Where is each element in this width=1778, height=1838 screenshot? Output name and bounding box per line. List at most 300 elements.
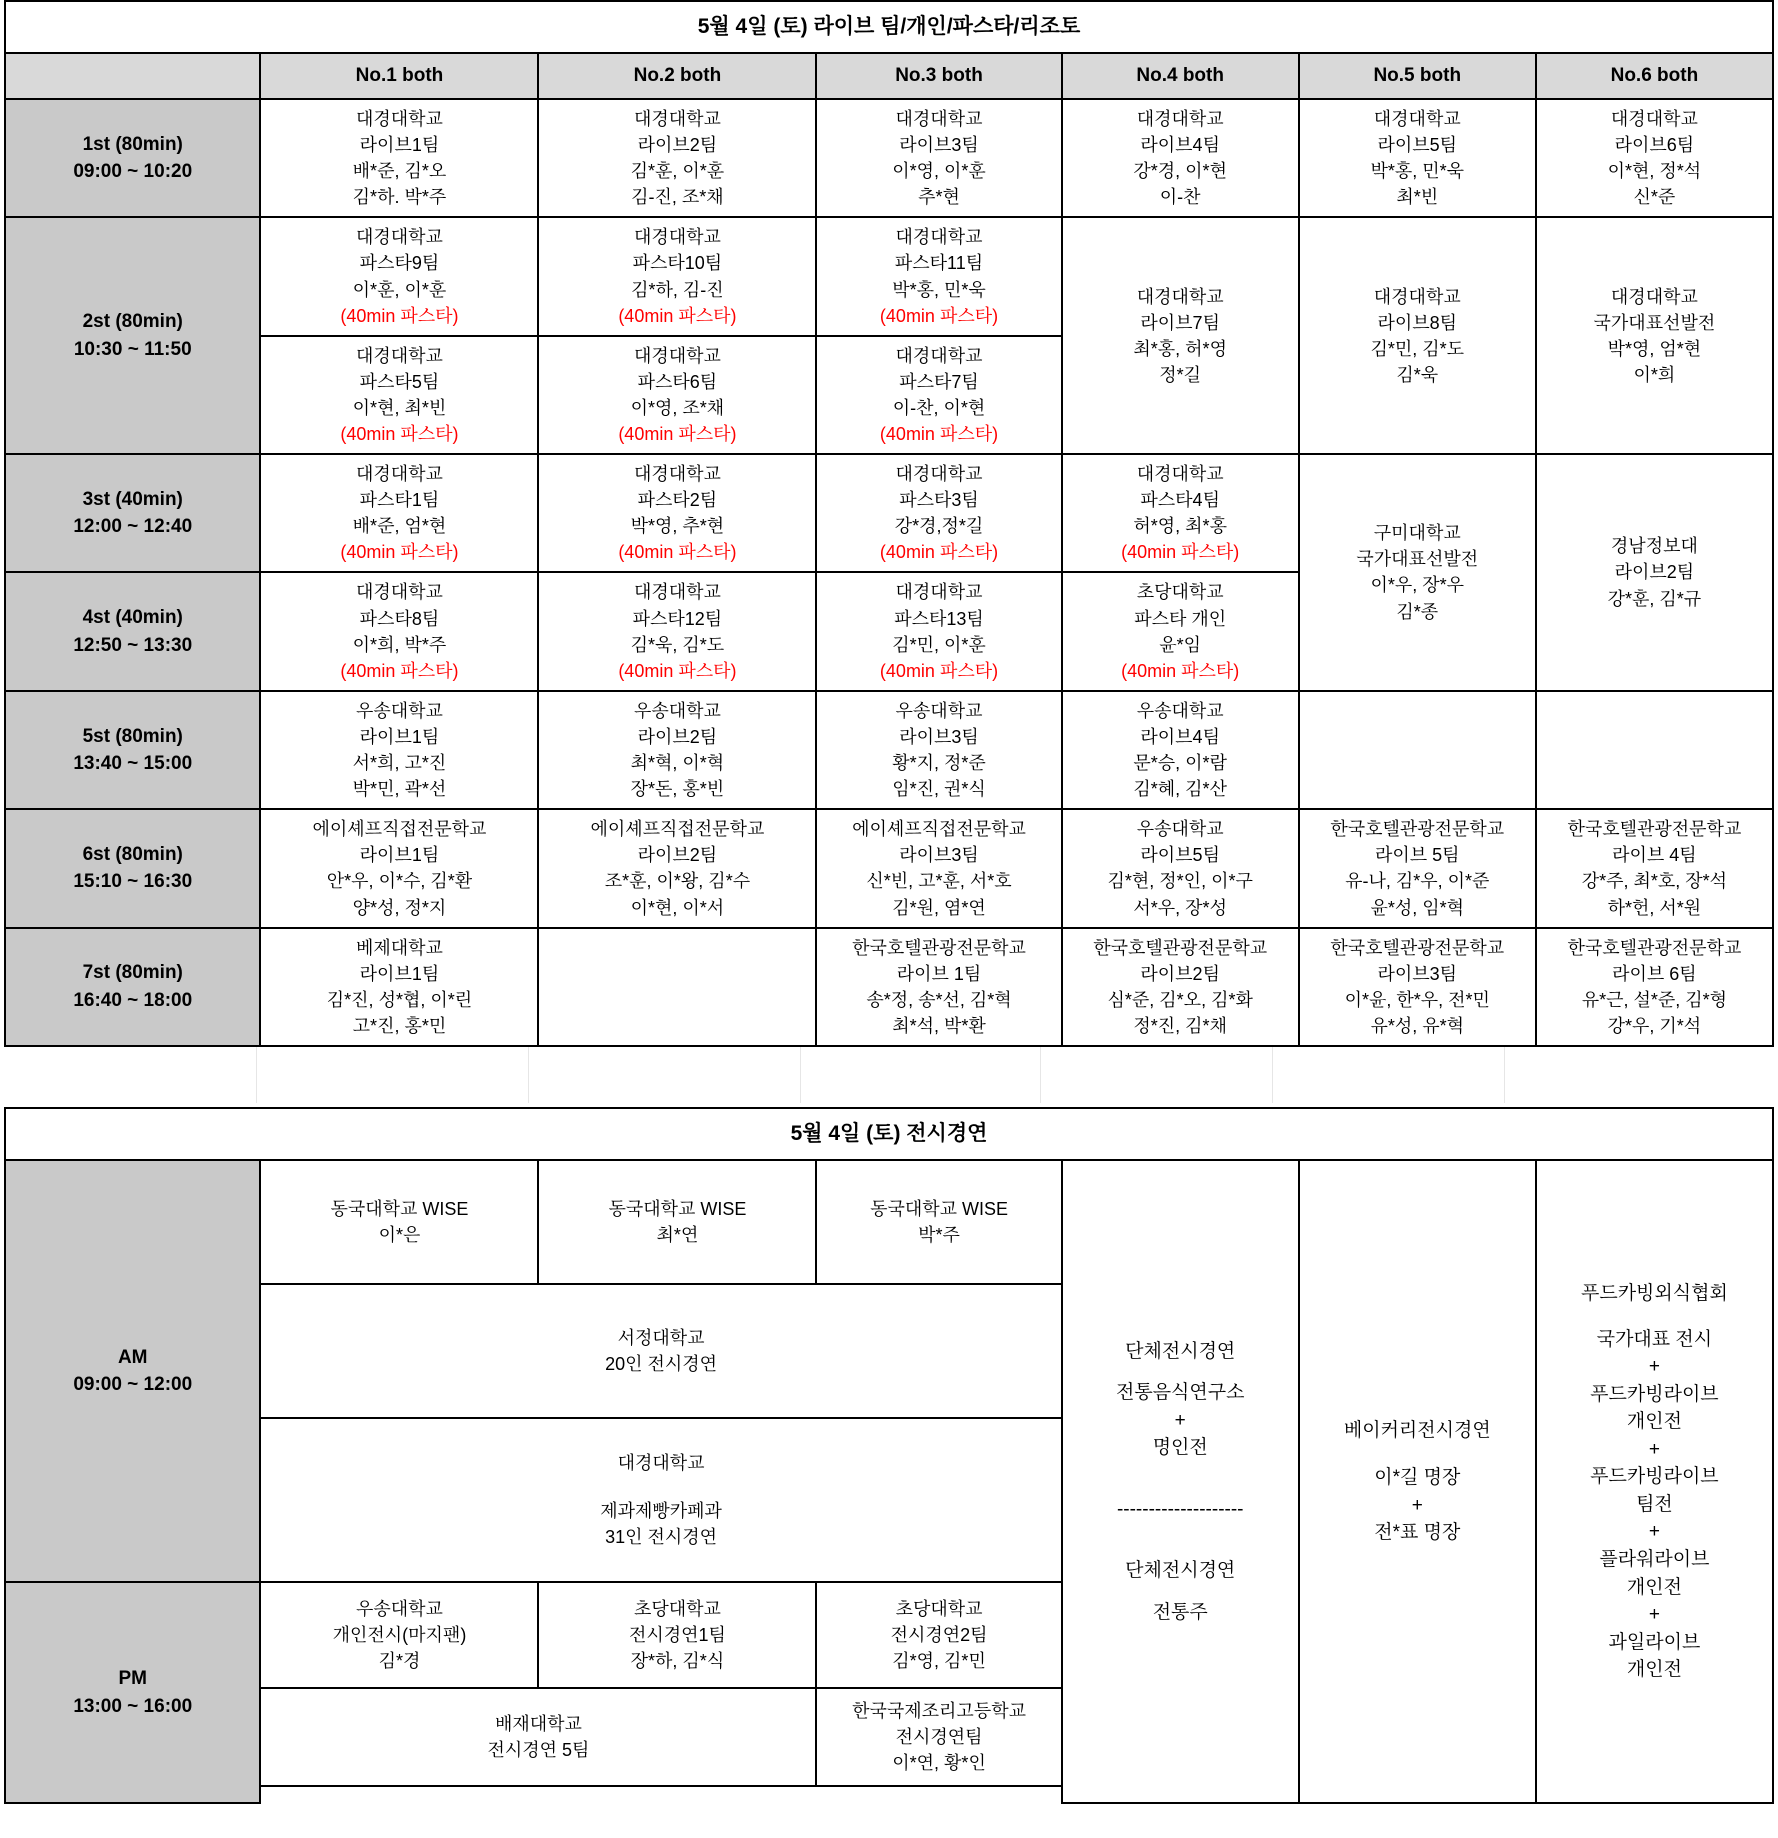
cell-6-3	[816, 809, 1061, 927]
pasta-note: (40min 파스타)	[340, 424, 459, 445]
time-slot-5	[5, 691, 260, 809]
cell-line: 동국대학교 WISE	[870, 1199, 1009, 1220]
cell-line: 서정대학교	[617, 1328, 705, 1349]
cell-line: 푸드카빙라이브	[1590, 1383, 1719, 1405]
cell-line: 고*진, 홍*민	[352, 1015, 447, 1036]
cell-line: 라이브 5팀	[1374, 845, 1460, 866]
cell-line: 파스타4팀	[1140, 490, 1220, 511]
cell-line: 배*준, 엄*현	[352, 516, 447, 537]
cell-3-4	[1062, 454, 1299, 572]
cell-line: 파스타9팀	[359, 253, 440, 274]
cell-line: 대경대학교	[1610, 286, 1698, 307]
cell-7-6	[1536, 928, 1773, 1046]
cell-line: 우송대학교	[1136, 700, 1224, 721]
cell-2a-2	[538, 217, 816, 335]
cell-2-6	[1536, 217, 1773, 454]
cell-line: 라이브 4팀	[1612, 845, 1697, 866]
live-title-row	[5, 1, 1773, 53]
cell-line: 파스타6팀	[637, 371, 718, 392]
time-slot-4	[5, 572, 260, 690]
cell-line: 한국호텔관광전문학교	[852, 937, 1026, 958]
time-slot-6	[5, 809, 260, 927]
cell-line: 이-찬	[1159, 187, 1201, 208]
cell-line: 신*준	[1633, 187, 1676, 208]
cell-line: 대경대학교	[355, 582, 443, 603]
cell-line: 라이브7팀	[1140, 312, 1220, 333]
cell-line: 대경대학교	[633, 345, 721, 366]
cell-line: +	[1648, 1604, 1660, 1626]
cell-6-2	[538, 809, 816, 927]
exhibition-title: 5월 4일 (토) 전시경연	[5, 1108, 1773, 1160]
cell-line: 장*돈, 홍*빈	[630, 779, 725, 800]
cell-line: 라이브2팀	[1140, 963, 1220, 984]
cell-5-6-empty	[1536, 691, 1773, 809]
cell-line: 전통음식연구소	[1115, 1382, 1245, 1404]
cell-line: 대경대학교	[355, 345, 443, 366]
cell-line: 라이브3팀	[899, 845, 979, 866]
column-header-3: No.3 both	[816, 53, 1061, 99]
cell-line: 라이브4팀	[1140, 726, 1220, 747]
cell-5-5-empty	[1299, 691, 1536, 809]
cell-line: 파스타 개인	[1134, 608, 1227, 629]
time-label: 5st (80min)	[82, 725, 183, 747]
cell-line: 대경대학교	[895, 345, 983, 366]
live-schedule-table	[4, 0, 1774, 1047]
cell-line: 라이브2팀	[637, 135, 718, 156]
exh-cell-am-wide-2	[260, 1418, 1061, 1582]
cell-6-5	[1299, 809, 1536, 927]
cell-line: 라이브1팀	[359, 726, 440, 747]
exh-cell-am-wide-1	[260, 1284, 1061, 1418]
cell-line: 김-진, 조*채	[631, 187, 724, 208]
cell-line: 대경대학교	[1136, 286, 1224, 307]
cell-line: 박*홍, 민*욱	[892, 279, 986, 300]
exh-cell-pm-2	[538, 1582, 816, 1688]
cell-line: 이*은	[378, 1225, 421, 1246]
cell-line: 라이브5팀	[1140, 845, 1220, 866]
cell-line: 전시경연2팀	[890, 1625, 988, 1646]
cell-line: 한국호텔관광전문학교	[1330, 937, 1505, 958]
live-title: 5월 4일 (토) 라이브 팀/개인/파스타/리조토	[5, 1, 1773, 53]
cell-line: +	[1174, 1409, 1186, 1431]
cell-line: 이*희, 박*주	[352, 634, 447, 655]
column-header-1: No.1 both	[260, 53, 538, 99]
cell-line: 대경대학교	[633, 582, 721, 603]
time-range: 16:40 ~ 18:00	[73, 989, 193, 1011]
cell-line: 한국호텔관광전문학교	[1567, 819, 1742, 840]
exh-cell-col4	[1062, 1160, 1299, 1803]
cell-line: 한국국제조리고등학교	[852, 1701, 1026, 1722]
cell-line: 에이셰프직접전문학교	[852, 819, 1026, 840]
cell-line: 명인전	[1152, 1437, 1208, 1459]
exh-cell-pm-1	[260, 1582, 538, 1688]
exh-cell-am-2	[538, 1160, 816, 1284]
cell-2b-1	[260, 336, 538, 454]
cell-line: +	[1648, 1438, 1660, 1460]
cell-line: 유*근, 설*준, 김*형	[1581, 989, 1728, 1010]
cell-line: 대경대학교	[895, 582, 983, 603]
cell-line: 대경대학교	[633, 108, 721, 129]
cell-line: 라이브2팀	[637, 845, 718, 866]
cell-line: 동국대학교 WISE	[608, 1199, 747, 1220]
cell-line: 이*훈, 이*훈	[352, 279, 447, 300]
pasta-note: (40min 파스타)	[879, 660, 999, 681]
cell-2-4	[1062, 217, 1299, 454]
time-label: 6st (80min)	[82, 843, 183, 865]
cell-line: +	[1648, 1356, 1660, 1378]
cell-line: 대경대학교	[355, 227, 443, 248]
cell-line: 박*영, 엄*현	[1607, 338, 1702, 359]
time-slot-pm	[5, 1582, 260, 1803]
cell-line: 대경대학교	[1136, 108, 1224, 129]
cell-line: 초당대학교	[1136, 582, 1224, 603]
time-slot-1	[5, 99, 260, 217]
cell-line: 푸드카빙라이브	[1590, 1466, 1719, 1488]
time-label: AM	[117, 1346, 148, 1368]
cell-line: 서*우, 장*성	[1133, 897, 1227, 918]
time-label: 4st (40min)	[82, 607, 183, 629]
cell-line: 대경대학교	[1610, 108, 1698, 129]
table-row	[5, 809, 1773, 927]
cell-line: 박*영, 추*현	[630, 516, 725, 537]
cell-line: 김*민, 이*훈	[892, 634, 986, 655]
cell-line: 이*현, 정*석	[1607, 161, 1702, 182]
cell-line: 최*연	[656, 1225, 699, 1246]
cell-line: 대경대학교	[1373, 286, 1461, 307]
cell-5-3	[816, 691, 1061, 809]
exhibition-schedule-table	[4, 1107, 1774, 1804]
cell-3-6	[1536, 454, 1773, 691]
cell-line: 추*현	[918, 187, 960, 208]
cell-line: +	[1648, 1521, 1660, 1543]
pasta-note: (40min 파스타)	[618, 660, 737, 681]
cell-3-3	[816, 454, 1061, 572]
cell-line: 우송대학교	[355, 1599, 443, 1620]
cell-line: 파스타1팀	[359, 490, 440, 511]
cell-line: 이*현, 최*빈	[352, 397, 447, 418]
cell-line: 강*우, 기*석	[1607, 1015, 1702, 1036]
cell-line: 윤*성, 임*혁	[1370, 897, 1465, 918]
cell-line: 베이커리전시경연	[1343, 1419, 1491, 1441]
cell-line: 팀전	[1636, 1493, 1673, 1515]
cell-line: 라이브3팀	[1377, 963, 1458, 984]
cell-line: --------------------	[1116, 1498, 1244, 1520]
time-slot-am	[5, 1160, 260, 1582]
cell-line: 우송대학교	[633, 700, 721, 721]
column-header-5: No.5 both	[1299, 53, 1536, 99]
cell-line: 김*혜, 김*산	[1133, 779, 1227, 800]
time-label: 7st (80min)	[82, 962, 183, 984]
cell-line: 문*승, 이*람	[1133, 753, 1227, 774]
exh-cell-pm-3	[816, 1582, 1061, 1688]
cell-1-5	[1299, 99, 1536, 217]
cell-5-2	[538, 691, 816, 809]
cell-line: 에이셰프직접전문학교	[590, 819, 765, 840]
cell-line: 파스타8팀	[359, 608, 440, 629]
cell-line: 서*희, 고*진	[352, 753, 447, 774]
cell-line: 초당대학교	[633, 1599, 721, 1620]
cell-line: 이*희	[1633, 364, 1676, 385]
time-label: PM	[118, 1668, 147, 1690]
cell-line: 이*길 명장	[1374, 1467, 1461, 1489]
table-gap	[4, 1047, 1776, 1107]
cell-line: 라이브2팀	[637, 726, 718, 747]
pasta-note: (40min 파스타)	[340, 542, 459, 563]
time-range: 15:10 ~ 16:30	[73, 871, 193, 893]
cell-6-1	[260, 809, 538, 927]
table-row	[5, 217, 1773, 335]
table-row	[5, 99, 1773, 217]
cell-line: 파스타2팀	[637, 490, 718, 511]
cell-line: 강*경,정*길	[894, 516, 984, 537]
cell-7-5	[1299, 928, 1536, 1046]
cell-3-2	[538, 454, 816, 572]
table-row	[5, 928, 1773, 1046]
cell-line: 대경대학교	[633, 464, 721, 485]
cell-line: 대경대학교	[355, 464, 443, 485]
pasta-note: (40min 파스타)	[340, 305, 459, 326]
cell-line: 파스타5팀	[359, 371, 440, 392]
cell-line: 전시경연팀	[895, 1727, 983, 1748]
cell-line: 개인전시(마지팬)	[332, 1625, 467, 1646]
cell-line: 송*정, 송*선, 김*혁	[866, 989, 1012, 1010]
cell-line: 전시경연1팀	[628, 1625, 726, 1646]
cell-line: 라이브1팀	[359, 845, 440, 866]
cell-line: 푸드카빙외식협회	[1581, 1283, 1728, 1305]
table-row	[5, 691, 1773, 809]
cell-line: 우송대학교	[895, 700, 983, 721]
cell-7-4	[1062, 928, 1299, 1046]
cell-line: 라이브8팀	[1377, 312, 1458, 333]
cell-line: 파스타13팀	[894, 608, 984, 629]
cell-line: 파스타7팀	[899, 371, 979, 392]
time-range: 13:00 ~ 16:00	[73, 1695, 193, 1717]
gap-gridlines	[6, 1047, 1776, 1103]
cell-line: 하*헌, 서*원	[1607, 897, 1702, 918]
cell-line: 김*진, 성*협, 이*린	[326, 989, 473, 1010]
cell-line: 최*홍, 허*영	[1133, 338, 1227, 359]
cell-line: 장*하, 김*식	[630, 1651, 725, 1672]
cell-line: 이*영, 이*훈	[892, 161, 986, 182]
cell-line: 강*주, 최*호, 장*석	[1581, 871, 1728, 892]
time-range: 12:00 ~ 12:40	[73, 516, 193, 538]
cell-line: 이-찬, 이*현	[892, 397, 986, 418]
cell-line: 국가대표 전시	[1596, 1328, 1713, 1350]
cell-7-3	[816, 928, 1061, 1046]
pasta-note: (40min 파스타)	[618, 424, 737, 445]
cell-line: 최*석, 박*환	[892, 1015, 986, 1036]
cell-line: 최*혁, 이*혁	[630, 753, 725, 774]
cell-line: 대경대학교	[633, 227, 721, 248]
cell-line: 박*주	[918, 1225, 960, 1246]
cell-line: 우송대학교	[355, 700, 443, 721]
cell-line: 라이브2팀	[1614, 562, 1695, 583]
cell-line: 심*준, 김*오, 김*화	[1107, 989, 1253, 1010]
cell-line: 김*경	[378, 1651, 421, 1672]
cell-2b-3	[816, 336, 1061, 454]
cell-line: 개인전	[1626, 1659, 1682, 1681]
cell-line: 국가대표선발전	[1356, 549, 1479, 570]
time-slot-7	[5, 928, 260, 1046]
cell-2a-3	[816, 217, 1061, 335]
cell-line: 한국호텔관광전문학교	[1567, 937, 1742, 958]
cell-4-4	[1062, 572, 1299, 690]
column-header-4: No.4 both	[1062, 53, 1299, 99]
cell-5-1	[260, 691, 538, 809]
exh-cell-pm-bottom-left	[260, 1688, 816, 1786]
cell-line: 라이브3팀	[899, 135, 979, 156]
cell-line: 파스타3팀	[899, 490, 979, 511]
cell-line: 김*종	[1396, 601, 1439, 622]
cell-line: 개인전	[1626, 1576, 1682, 1598]
cell-line: 파스타11팀	[894, 253, 984, 274]
cell-line: 이*윤, 한*우, 전*민	[1344, 989, 1490, 1010]
exh-cell-col5	[1299, 1160, 1536, 1803]
cell-line: 허*영, 최*홍	[1133, 516, 1227, 537]
cell-1-1	[260, 99, 538, 217]
cell-line: 김*현, 정*인, 이*구	[1107, 871, 1253, 892]
cell-line: 대경대학교	[617, 1453, 705, 1474]
cell-line: 초당대학교	[895, 1599, 983, 1620]
cell-line: 과일라이브	[1608, 1631, 1701, 1653]
cell-line: 김*민, 김*도	[1370, 338, 1465, 359]
cell-line: 윤*임	[1159, 634, 1202, 655]
cell-line: 라이브6팀	[1614, 135, 1695, 156]
pasta-note: (40min 파스타)	[879, 424, 999, 445]
cell-line: 김*하, 김-진	[631, 279, 724, 300]
cell-line: 대경대학교	[1136, 464, 1224, 485]
cell-line: 이*연, 황*인	[892, 1753, 986, 1774]
cell-line: 우송대학교	[1136, 819, 1224, 840]
cell-line: 경남정보대	[1610, 536, 1698, 557]
cell-line: 라이브1팀	[359, 135, 440, 156]
cell-line: 박*홍, 민*욱	[1370, 161, 1465, 182]
cell-1-6	[1536, 99, 1773, 217]
pasta-note: (40min 파스타)	[618, 305, 737, 326]
cell-line: 대경대학교	[355, 108, 443, 129]
cell-line: 단체전시경연	[1125, 1560, 1236, 1582]
cell-line: 국가대표선발전	[1593, 312, 1716, 333]
cell-line: 제과제빵카페과	[600, 1501, 722, 1522]
cell-line: 배*준, 김*오	[352, 161, 447, 182]
time-slot-2	[5, 217, 260, 454]
cell-line: 에이셰프직접전문학교	[312, 819, 487, 840]
pasta-note: (40min 파스타)	[618, 542, 737, 563]
cell-line: +	[1411, 1494, 1423, 1516]
time-label: 1st (80min)	[82, 133, 183, 155]
cell-line: 전시경연 5팀	[487, 1740, 590, 1761]
time-range: 09:00 ~ 12:00	[73, 1374, 193, 1396]
cell-line: 베제대학교	[355, 937, 443, 958]
cell-6-6	[1536, 809, 1773, 927]
cell-line: 대경대학교	[895, 108, 983, 129]
time-label: 3st (40min)	[82, 488, 183, 510]
cell-line: 최*빈	[1396, 187, 1439, 208]
time-label: 2st (80min)	[82, 311, 183, 333]
cell-line: 라이브4팀	[1140, 135, 1220, 156]
cell-1-4	[1062, 99, 1299, 217]
table-row	[5, 454, 1773, 572]
exh-cell-am-3	[816, 1160, 1061, 1284]
cell-line: 20인 전시경연	[605, 1354, 718, 1375]
cell-3-5	[1299, 454, 1536, 691]
cell-line: 이*현, 이*서	[630, 897, 725, 918]
cell-line: 정*길	[1159, 364, 1202, 385]
cell-line: 단체전시경연	[1125, 1340, 1236, 1362]
pasta-note: (40min 파스타)	[879, 542, 999, 563]
time-range: 09:00 ~ 10:20	[73, 161, 193, 183]
cell-line: 김*욱	[1396, 364, 1439, 385]
table-row	[5, 1160, 1773, 1284]
cell-line: 유-나, 김*우, 이*준	[1345, 871, 1490, 892]
cell-line: 전*표 명장	[1374, 1522, 1461, 1544]
exh-cell-am-1	[260, 1160, 538, 1284]
column-header-2: No.2 both	[538, 53, 816, 99]
cell-line: 정*진, 김*채	[1133, 1015, 1227, 1036]
cell-line: 31인 전시경연	[605, 1527, 718, 1548]
cell-line: 박*민, 곽*선	[352, 779, 447, 800]
cell-line: 라이브5팀	[1377, 135, 1458, 156]
cell-4-1	[260, 572, 538, 690]
time-range: 10:30 ~ 11:50	[73, 338, 192, 360]
live-header-row	[5, 53, 1773, 99]
cell-4-2	[538, 572, 816, 690]
cell-line: 김*훈, 이*훈	[630, 161, 725, 182]
time-range: 13:40 ~ 15:00	[73, 753, 193, 775]
cell-line: 안*우, 이*수, 김*환	[326, 871, 473, 892]
cell-line: 동국대학교 WISE	[330, 1199, 469, 1220]
cell-line: 구미대학교	[1373, 523, 1461, 544]
cell-7-2-empty	[538, 928, 816, 1046]
cell-4-3	[816, 572, 1061, 690]
exh-cell-col6	[1536, 1160, 1773, 1803]
cell-line: 양*성, 정*지	[352, 897, 447, 918]
cell-line: 이*우, 장*우	[1370, 575, 1465, 596]
cell-line: 한국호텔관광전문학교	[1093, 937, 1268, 958]
pasta-note: (40min 파스타)	[340, 660, 459, 681]
cell-line: 파스타12팀	[632, 608, 723, 629]
cell-5-4	[1062, 691, 1299, 809]
cell-line: 이*영, 조*채	[630, 397, 725, 418]
cell-line: 김*원, 염*연	[892, 897, 986, 918]
exh-cell-pm-bottom-right	[816, 1688, 1061, 1786]
cell-2b-2	[538, 336, 816, 454]
cell-2-5	[1299, 217, 1536, 454]
cell-2a-1	[260, 217, 538, 335]
cell-line: 김*하. 박*주	[352, 187, 447, 208]
cell-3-1	[260, 454, 538, 572]
cell-line: 대경대학교	[895, 227, 983, 248]
cell-line: 전통주	[1152, 1601, 1208, 1623]
cell-line: 강*훈, 김*규	[1607, 588, 1702, 609]
cell-line: 파스타10팀	[632, 253, 723, 274]
cell-line: 김*영, 김*민	[892, 1651, 986, 1672]
pasta-note: (40min 파스타)	[879, 305, 999, 326]
cell-line: 한국호텔관광전문학교	[1330, 819, 1505, 840]
header-corner	[5, 53, 260, 99]
cell-line: 신*빈, 고*훈, 서*호	[866, 871, 1012, 892]
cell-line: 개인전	[1626, 1411, 1682, 1433]
cell-line: 배재대학교	[494, 1714, 582, 1735]
cell-line: 대경대학교	[895, 464, 983, 485]
cell-line: 대경대학교	[1373, 108, 1461, 129]
cell-line: 김*욱, 김*도	[630, 634, 725, 655]
time-slot-3	[5, 454, 260, 572]
cell-line: 라이브 6팀	[1612, 963, 1697, 984]
time-range: 12:50 ~ 13:30	[73, 634, 193, 656]
pasta-note: (40min 파스타)	[1121, 660, 1240, 681]
cell-line: 라이브 1팀	[896, 963, 982, 984]
